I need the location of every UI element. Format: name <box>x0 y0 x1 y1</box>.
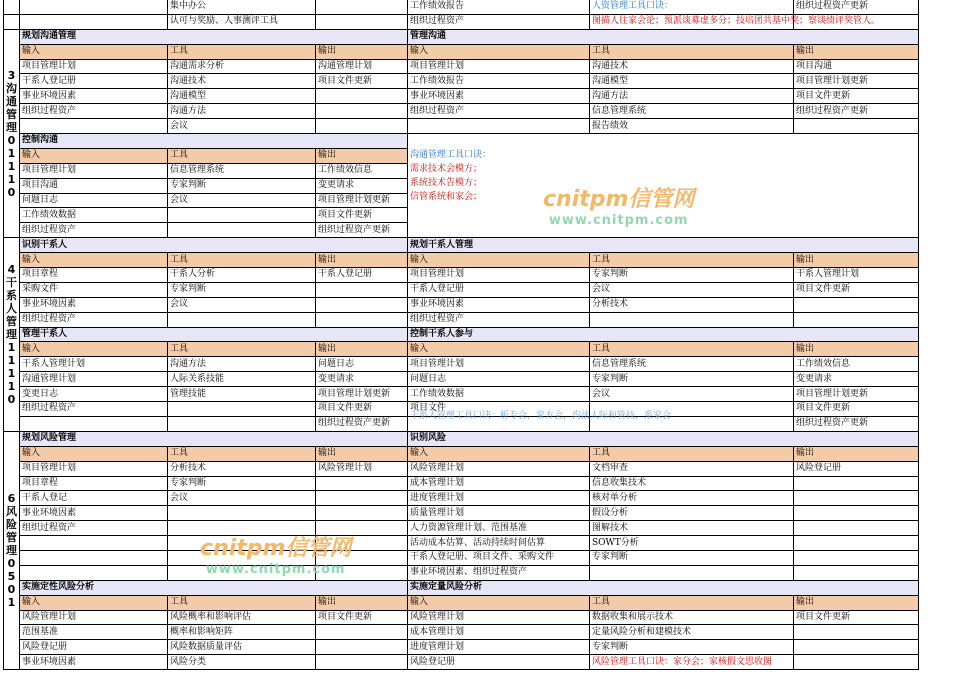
output-cell: 项目沟通 <box>794 59 919 74</box>
tool-header: 工具 <box>590 446 794 461</box>
tool-cell: 沟通技术 <box>590 59 794 74</box>
tool-cell: 专家判断 <box>590 550 794 565</box>
input-cell <box>20 416 168 431</box>
output-cell <box>316 119 408 134</box>
tool-cell: 图解技术 <box>590 521 794 536</box>
output-cell <box>794 476 919 491</box>
tool-header: 工具 <box>590 595 794 610</box>
sheet-row <box>4 640 919 655</box>
input-cell: 工作绩效报告 <box>408 0 590 14</box>
sheet-row <box>4 0 919 14</box>
cell <box>20 0 168 14</box>
input-cell: 事业环境因素 <box>20 655 168 670</box>
output-cell: 问题日志 <box>316 357 408 372</box>
process-title: 实施定性风险分析 <box>20 580 408 595</box>
input-cell: 风险登记册 <box>20 640 168 655</box>
tool-cell <box>168 402 316 417</box>
tool-cell: 沟通技术 <box>168 74 316 89</box>
output-cell: 项目文件更新 <box>794 282 919 297</box>
input-cell: 成本管理计划 <box>408 625 590 640</box>
sheet-row <box>4 431 919 446</box>
sheet-row <box>4 476 919 491</box>
sheet-row <box>4 357 919 372</box>
input-cell: 项目章程 <box>20 476 168 491</box>
tool-header: 工具 <box>168 44 316 59</box>
input-header: 输入 <box>20 342 168 357</box>
sheet-row <box>4 74 919 89</box>
sheet-row <box>4 104 919 119</box>
output-cell <box>794 550 919 565</box>
output-cell <box>794 521 919 536</box>
input-cell <box>20 119 168 134</box>
input-cell: 进度管理计划 <box>408 491 590 506</box>
input-cell: 风险管理计划 <box>408 610 590 625</box>
input-header: 输入 <box>20 44 168 59</box>
tool-header: 工具 <box>590 44 794 59</box>
input-cell <box>20 565 168 580</box>
input-header: 输入 <box>408 44 590 59</box>
tool-cell <box>168 223 316 238</box>
output-header: 输出 <box>794 44 919 59</box>
tool-cell: 会议 <box>168 119 316 134</box>
output-cell: 组织过程资产更新 <box>794 104 919 119</box>
tool-cell <box>168 550 316 565</box>
sheet-row <box>4 342 919 357</box>
tool-cell: 会议 <box>168 193 316 208</box>
tool-cell: 会议 <box>590 387 794 402</box>
input-cell: 事业环境因素 <box>20 506 168 521</box>
sheet-row <box>4 506 919 521</box>
tool-cell: 假设分析 <box>590 506 794 521</box>
input-cell: 项目管理计划 <box>408 59 590 74</box>
tool-header: 工具 <box>168 148 316 163</box>
tool-cell <box>590 565 794 580</box>
input-cell: 工作绩效数据 <box>20 208 168 223</box>
tool-cell: 沟通方法 <box>168 357 316 372</box>
sheet-row <box>4 14 919 29</box>
input-cell: 活动成本估算、活动持续时间估算 <box>408 536 590 551</box>
tool-cell <box>168 208 316 223</box>
output-cell: 组织过程资产更新 <box>316 223 408 238</box>
sheet-row <box>4 268 919 283</box>
process-title: 控制沟通 <box>20 134 408 149</box>
output-cell: 项目文件更新 <box>316 402 408 417</box>
process-title: 实施定量风险分析 <box>408 580 919 595</box>
process-title: 规划风险管理 <box>20 431 408 446</box>
input-cell: 事业环境因素 <box>20 297 168 312</box>
output-cell <box>316 104 408 119</box>
memo-line: 信管系统和家会； <box>410 192 483 203</box>
output-header: 输出 <box>316 253 408 268</box>
output-cell: 项目文件更新 <box>316 208 408 223</box>
memo-text: 风险管理工具口诀：家分会；家核假文思收图 <box>590 655 794 670</box>
input-cell <box>20 536 168 551</box>
tool-cell: 管理技能 <box>168 387 316 402</box>
cell <box>316 14 408 29</box>
cell <box>20 14 168 29</box>
output-cell <box>794 536 919 551</box>
input-cell: 项目沟通 <box>20 178 168 193</box>
tool-cell: 专家判断 <box>168 476 316 491</box>
output-cell <box>316 521 408 536</box>
tool-cell: 沟通方法 <box>168 104 316 119</box>
sheet-row <box>4 446 919 461</box>
input-cell: 组织过程资产 <box>20 312 168 327</box>
tool-cell: 专家判断 <box>168 282 316 297</box>
sheet-row <box>4 297 919 312</box>
process-title: 规划沟通管理 <box>20 29 408 44</box>
input-cell: 成本管理计划 <box>408 476 590 491</box>
tool-cell <box>168 416 316 431</box>
output-cell: 组织过程资产更新 <box>794 416 919 431</box>
tool-cell <box>590 312 794 327</box>
input-cell: 人力资源管理计划、范围基准 <box>408 521 590 536</box>
tool-cell: 分析技术 <box>590 297 794 312</box>
input-cell: 风险管理计划 <box>20 610 168 625</box>
output-cell <box>794 119 919 134</box>
output-cell <box>316 297 408 312</box>
input-cell: 项目文件 <box>408 402 590 417</box>
output-cell: 工作绩效信息 <box>316 163 408 178</box>
input-cell: 风险登记册 <box>408 655 590 670</box>
input-cell: 事业环境因素 <box>408 297 590 312</box>
input-cell: 干系人登记 <box>20 491 168 506</box>
output-header: 输出 <box>794 595 919 610</box>
input-cell: 干系人登记册 <box>408 282 590 297</box>
tool-cell: 概率和影响矩阵 <box>168 625 316 640</box>
output-cell: 项目文件更新 <box>316 74 408 89</box>
output-cell: 组织过程资产更新 <box>794 0 919 14</box>
input-cell: 工作绩效数据 <box>408 387 590 402</box>
output-cell <box>316 640 408 655</box>
tool-cell <box>168 565 316 580</box>
blank-area <box>408 134 919 238</box>
output-cell: 沟通管理计划 <box>316 59 408 74</box>
input-cell: 干系人管理计划 <box>20 357 168 372</box>
memo-line: 沟通管理工具口诀： <box>410 150 492 161</box>
process-title: 管理干系人 <box>20 327 408 342</box>
section-side-label: 6 风 险 管 理 0 5 0 1 <box>4 431 20 669</box>
input-cell: 问题日志 <box>20 193 168 208</box>
tool-cell: 定量风险分析和建模技术 <box>590 625 794 640</box>
output-cell <box>794 640 919 655</box>
input-cell <box>408 119 590 134</box>
tool-cell: 专家判断 <box>590 268 794 283</box>
memo-text: 图描人往家会论；预派谈募虚多分；技培团共基中奖；察谈绩评奖管人。 <box>590 14 794 29</box>
tool-cell: 集中办公 <box>168 0 316 14</box>
input-cell: 组织过程资产 <box>20 223 168 238</box>
output-cell <box>794 491 919 506</box>
input-cell: 进度管理计划 <box>408 640 590 655</box>
output-header: 输出 <box>316 44 408 59</box>
input-cell: 项目章程 <box>20 268 168 283</box>
sheet-row <box>4 595 919 610</box>
input-header: 输入 <box>20 446 168 461</box>
sheet-row <box>4 238 919 253</box>
sheet-row <box>4 550 919 565</box>
sheet-row <box>4 580 919 595</box>
process-sheet <box>3 0 919 670</box>
tool-cell: 认可与奖励、人事测评工具 <box>168 14 316 29</box>
output-cell <box>316 550 408 565</box>
tool-cell <box>168 536 316 551</box>
output-cell <box>316 89 408 104</box>
input-cell: 问题日志 <box>408 372 590 387</box>
tool-cell <box>168 521 316 536</box>
tool-cell: 报告绩效 <box>590 119 794 134</box>
output-header: 输出 <box>316 595 408 610</box>
tool-cell: 信息管理系统 <box>590 357 794 372</box>
tool-cell: SOWT分析 <box>590 536 794 551</box>
tool-cell: 信息收集技术 <box>590 476 794 491</box>
section-side-label: 3 沟 通 管 理 0 1 1 1 0 <box>4 29 20 237</box>
output-cell: 变更请求 <box>316 372 408 387</box>
tool-cell: 专家判断 <box>168 178 316 193</box>
tool-cell <box>168 312 316 327</box>
process-title: 识别风险 <box>408 431 919 446</box>
output-cell <box>794 312 919 327</box>
input-header: 输入 <box>20 253 168 268</box>
tool-header: 工具 <box>168 595 316 610</box>
output-cell: 项目管理计划更新 <box>794 387 919 402</box>
tool-header: 工具 <box>168 342 316 357</box>
sheet-row <box>4 134 919 149</box>
input-cell: 项目管理计划 <box>408 268 590 283</box>
input-cell: 干系人登记册、项目文件、采购文件 <box>408 550 590 565</box>
tool-cell: 专家判断 <box>590 640 794 655</box>
output-header: 输出 <box>316 148 408 163</box>
output-cell <box>316 476 408 491</box>
output-cell: 变更请求 <box>316 178 408 193</box>
watermark-brand: cnitpm信管网 www.cnitpm.com <box>200 536 352 577</box>
input-cell: 组织过程资产 <box>408 14 590 29</box>
tool-cell: 人际关系技能 <box>168 372 316 387</box>
tool-cell: 核对单分析 <box>590 491 794 506</box>
input-header: 输入 <box>408 342 590 357</box>
tool-header: 工具 <box>168 253 316 268</box>
side-cell <box>4 14 20 29</box>
output-cell: 组织过程资产更新 <box>316 416 408 431</box>
tool-cell <box>168 506 316 521</box>
watermark-brand: cnitpm信管网 www.cnitpm.com <box>543 187 695 228</box>
tool-cell: 分析技术 <box>168 461 316 476</box>
output-cell <box>316 655 408 670</box>
output-header: 输出 <box>316 342 408 357</box>
output-cell: 风险管理计划 <box>316 461 408 476</box>
output-cell: 项目文件更新 <box>794 89 919 104</box>
input-cell: 质量管理计划 <box>408 506 590 521</box>
tool-cell: 沟通方法 <box>590 89 794 104</box>
side-cell <box>4 0 20 14</box>
input-cell: 范围基准 <box>20 625 168 640</box>
input-cell: 变更日志 <box>20 387 168 402</box>
sheet-row <box>4 372 919 387</box>
sheet-row <box>4 119 919 134</box>
output-cell <box>316 312 408 327</box>
tool-cell: 风险数据质量评估 <box>168 640 316 655</box>
input-cell: 项目管理计划 <box>20 163 168 178</box>
sheet-row <box>4 610 919 625</box>
output-cell <box>316 282 408 297</box>
tool-cell: 沟通模型 <box>590 74 794 89</box>
memo-line: 系统技术告模方； <box>410 178 483 189</box>
input-cell <box>408 410 672 431</box>
output-header: 输出 <box>794 446 919 461</box>
sheet-row <box>4 416 919 431</box>
tool-cell: 文档审查 <box>590 461 794 476</box>
sheet-row <box>4 625 919 640</box>
input-header: 输入 <box>20 148 168 163</box>
output-cell: 项目管理计划更新 <box>316 193 408 208</box>
tool-cell: 数据收集和展示技术 <box>590 610 794 625</box>
output-cell: 项目管理计划更新 <box>794 74 919 89</box>
tool-cell: 专家判断 <box>590 372 794 387</box>
output-header: 输出 <box>794 253 919 268</box>
input-cell: 组织过程资产 <box>20 104 168 119</box>
input-cell: 组织过程资产 <box>20 402 168 417</box>
output-cell <box>316 491 408 506</box>
output-cell: 项目管理计划更新 <box>316 387 408 402</box>
input-cell <box>20 550 168 565</box>
input-cell: 沟通管理计划 <box>20 372 168 387</box>
input-cell: 项目管理计划 <box>20 59 168 74</box>
sheet-row <box>4 327 919 342</box>
tool-cell: 干系人分析 <box>168 268 316 283</box>
input-cell: 工作绩效报告 <box>408 74 590 89</box>
output-cell <box>794 625 919 640</box>
output-cell <box>316 625 408 640</box>
tool-cell: 信息管理系统 <box>590 104 794 119</box>
memo-title: 人资管理工具口诀： <box>590 0 794 14</box>
tool-cell: 会议 <box>168 491 316 506</box>
output-cell: 项目文件更新 <box>794 610 919 625</box>
cell <box>316 0 408 14</box>
output-header: 输出 <box>316 446 408 461</box>
input-cell: 组织过程资产 <box>408 104 590 119</box>
output-cell: 干系人登记册 <box>316 268 408 283</box>
sheet-row <box>4 491 919 506</box>
output-cell <box>316 536 408 551</box>
output-cell <box>316 506 408 521</box>
input-cell: 干系人登记册 <box>20 74 168 89</box>
output-cell: 工作绩效信息 <box>794 357 919 372</box>
sheet-row <box>4 282 919 297</box>
tool-cell: 沟通需求分析 <box>168 59 316 74</box>
sheet-row <box>4 29 919 44</box>
input-cell: 组织过程资产 <box>20 521 168 536</box>
sheet-row <box>4 565 919 580</box>
sheet-row <box>4 536 919 551</box>
tool-header: 工具 <box>590 342 794 357</box>
input-header: 输入 <box>408 446 590 461</box>
section-side-label: 4 干 系 人 管 理 1 1 1 1 0 <box>4 238 20 432</box>
output-cell: 干系人管理计划 <box>794 268 919 283</box>
sheet-row <box>4 59 919 74</box>
process-title: 管理沟通 <box>408 29 919 44</box>
input-cell: 组织过程资产 <box>408 312 590 327</box>
tool-header: 工具 <box>168 446 316 461</box>
tool-cell: 风险分类 <box>168 655 316 670</box>
input-cell: 事业环境因素 <box>20 89 168 104</box>
process-title: 识别干系人 <box>20 238 408 253</box>
tool-cell: 信息管理系统 <box>168 163 316 178</box>
input-cell: 采购文件 <box>20 282 168 297</box>
tool-cell: 风险概率和影响评估 <box>168 610 316 625</box>
input-header: 输入 <box>408 253 590 268</box>
input-header: 输入 <box>408 595 590 610</box>
input-cell: 风险管理计划 <box>408 461 590 476</box>
sheet-row <box>4 89 919 104</box>
sheet-row <box>4 521 919 536</box>
input-cell: 项目管理计划 <box>20 461 168 476</box>
input-cell: 事业环境因素、组织过程资产 <box>408 565 590 580</box>
process-title: 控制干系人参与 <box>408 327 919 342</box>
tool-cell: 会议 <box>590 282 794 297</box>
tool-cell: 沟通模型 <box>168 89 316 104</box>
sheet-row <box>4 387 919 402</box>
output-header: 输出 <box>794 342 919 357</box>
input-cell: 事业环境因素 <box>408 89 590 104</box>
memo-line: 需求技术会模方； <box>410 164 483 175</box>
input-cell: 项目管理计划 <box>408 357 590 372</box>
sheet-row <box>4 312 919 327</box>
output-cell <box>316 565 408 580</box>
sheet-row <box>4 655 919 670</box>
sheet-row <box>4 253 919 268</box>
output-cell: 风险登记册 <box>794 461 919 476</box>
input-header: 输入 <box>20 595 168 610</box>
output-cell <box>794 565 919 580</box>
output-cell: 变更请求 <box>794 372 919 387</box>
output-cell <box>794 297 919 312</box>
output-cell: 项目文件更新 <box>316 610 408 625</box>
memo-overlap: 干系人管理工具口诀：析专会，家方会，沟法人际和管技，系家会 <box>410 410 672 421</box>
tool-cell: 会议 <box>168 297 316 312</box>
output-cell <box>794 655 919 670</box>
process-title: 规划干系人管理 <box>408 238 919 253</box>
sheet-row <box>4 44 919 59</box>
output-cell <box>794 506 919 521</box>
tool-header: 工具 <box>590 253 794 268</box>
sheet-row <box>4 461 919 476</box>
output-cell: 项目文件更新 <box>794 402 919 417</box>
